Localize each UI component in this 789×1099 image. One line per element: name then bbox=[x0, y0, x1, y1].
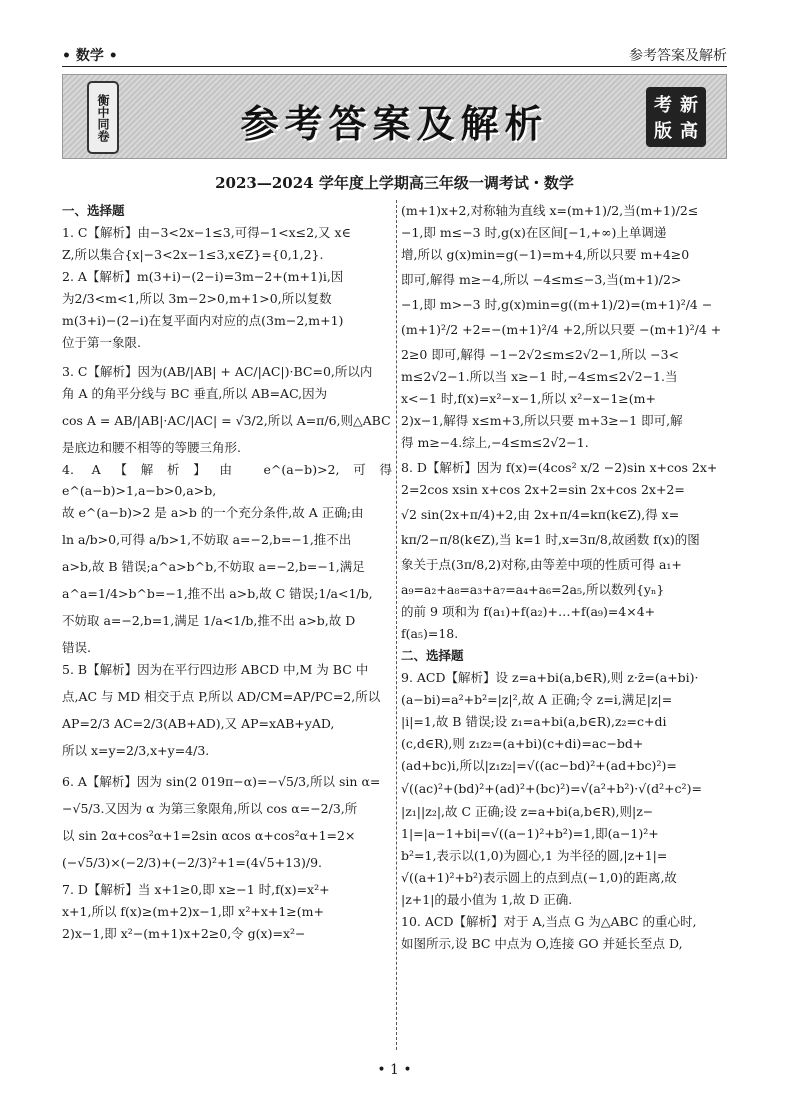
text-line: 4. A【解析】由 e^(a−b)>2,可得 e^(a−b)>1,a−b>0,a>b, bbox=[62, 462, 392, 498]
page-number: • 1 • bbox=[377, 1062, 412, 1078]
new-edition-badge bbox=[646, 87, 706, 147]
text-line: 错误. bbox=[62, 640, 91, 655]
text-line: √2 sin(2x+π/4)+2,由 2x+π/4=kπ(k∈Z),得 x= bbox=[401, 507, 680, 522]
section-heading: 二、选择题 bbox=[401, 648, 464, 663]
text-line: 不妨取 a=−2,b=1,满足 1/a<1/b,推不出 a>b,故 D bbox=[62, 613, 356, 628]
text-line: −√5/3.又因为 α 为第三象限角,所以 cos α=−2/3,所 bbox=[62, 801, 358, 816]
text-line: a>b,故 B 错误;a^a>b^b,不妨取 a=−2,b=−1,满足 bbox=[62, 559, 365, 574]
text-line: (c,d∈R),则 z₁z₂=(a+bi)(c+di)=ac−bd+ bbox=[401, 736, 644, 751]
text-line: cos A = AB/|AB|·AC/|AC| = √3/2,所以 A=π/6,则△ABC bbox=[62, 413, 391, 428]
text-line: 为2/3<m<1,所以 3m−2>0,m+1>0,所以复数 bbox=[62, 291, 332, 306]
text-line: √((a+1)²+b²)表示圆上的点到点(−1,0)的距离,故 bbox=[401, 870, 677, 885]
subject-label: • 数学 • bbox=[62, 48, 118, 64]
text-line: 点,AC 与 MD 相交于点 P,所以 AD/CM=AP/PC=2,所以 bbox=[62, 689, 381, 704]
text-line: 以 sin 2α+cos²α+1=2sin αcos α+cos²α+1=2× bbox=[62, 828, 356, 843]
text-line: m(3+i)−(2−i)在复平面内对应的点(3m−2,m+1) bbox=[62, 313, 344, 328]
text-line: a₉=a₂+a₈=a₃+a₇=a₄+a₆=2a₅,所以数列{yₙ} bbox=[401, 582, 665, 597]
text-line: m≤2√2−1.所以当 x≥−1 时,−4≤m≤2√2−1.当 bbox=[401, 369, 678, 384]
text-line: 的前 9 项和为 f(a₁)+f(a₂)+…+f(a₉)=4×4+ bbox=[401, 604, 656, 619]
text-line: |z+1|的最小值为 1,故 D 正确. bbox=[401, 892, 573, 907]
text-line: |i|=1,故 B 错误;设 z₁=a+bi(a,b∈R),z₂=c+di bbox=[401, 714, 667, 729]
exam-title: 2023—2024 学年度上学期高三年级一调考试・数学 bbox=[215, 174, 574, 192]
text-line: 10. ACD【解析】对于 A,当点 G 为△ABC 的重心时, bbox=[401, 914, 697, 929]
text-line: a^a=1/4>b^b=−1,推不出 a>b,故 C 错误;1/a<1/b, bbox=[62, 586, 373, 601]
text-line: b²=1,表示以(1,0)为圆心,1 为半径的圆,|z+1|= bbox=[401, 848, 668, 863]
text-line: 是底边和腰不相等的等腰三角形. bbox=[62, 440, 241, 455]
text-line: 6. A【解析】因为 sin(2 019π−α)=−√5/3,所以 sin α= bbox=[62, 774, 381, 789]
badge-char: 版 bbox=[654, 121, 672, 142]
text-line: f(a₅)=18. bbox=[401, 626, 459, 641]
banner-title: 参考答案及解析 bbox=[240, 102, 549, 146]
text-line: |z₁||z₂|,故 C 正确;设 z=a+bi(a,b∈R),则|z− bbox=[401, 804, 654, 819]
text-line: ln a/b>0,可得 a/b>1,不妨取 a=−2,b=−1,推不出 bbox=[62, 532, 352, 547]
title-banner bbox=[62, 74, 727, 159]
header-right-title: 参考答案及解析 bbox=[629, 48, 727, 64]
text-line: 7. D【解析】当 x+1≥0,即 x≥−1 时,f(x)=x²+ bbox=[62, 882, 330, 897]
text-line: (m+1)x+2,对称轴为直线 x=(m+1)/2,当(m+1)/2≤ bbox=[401, 203, 699, 218]
text-line: 即可,解得 m≥−4,所以 −4≤m≤−3,当(m+1)/2> bbox=[401, 272, 682, 287]
text-line: 1|=|a−1+bi|=√((a−1)²+b²)=1,即(a−1)²+ bbox=[401, 826, 659, 841]
text-line: x+1,所以 f(x)≥(m+2)x−1,即 x²+x+1≥(m+ bbox=[62, 904, 324, 919]
text-line: 增,所以 g(x)min=g(−1)=m+4,所以只要 m+4≥0 bbox=[401, 247, 690, 262]
text-line: 如图所示,设 BC 中点为 O,连接 GO 并延长至点 D, bbox=[401, 936, 683, 951]
text-line: 8. D【解析】因为 f(x)=(4cos² x/2 −2)sin x+cos 2x+ bbox=[401, 460, 718, 475]
text-line: 2≥0 即可,解得 −1−2√2≤m≤2√2−1,所以 −3< bbox=[401, 347, 680, 362]
text-line: −1,即 m>−3 时,g(x)min=g((m+1)/2)=(m+1)²/4 − bbox=[401, 297, 713, 312]
seal-logo bbox=[87, 81, 119, 154]
text-line: 2. A【解析】m(3+i)−(2−i)=3m−2+(m+1)i,因 bbox=[62, 269, 344, 284]
badge-char: 考 bbox=[654, 95, 672, 116]
text-line: kπ/2−π/8(k∈Z),当 k=1 时,x=3π/8,故函数 f(x)的图 bbox=[401, 532, 700, 547]
text-line: 2=2cos xsin x+cos 2x+2=sin 2x+cos 2x+2= bbox=[401, 482, 685, 497]
section-heading: 一、选择题 bbox=[62, 203, 125, 218]
badge-char: 新 bbox=[680, 95, 698, 116]
text-line: (ad+bc)i,所以|z₁z₂|=√((ac−bd)²+(ad+bc)²)= bbox=[401, 758, 677, 773]
text-line: 所以 x=y=2/3,x+y=4/3. bbox=[62, 743, 210, 758]
text-line: 故 e^(a−b)>2 是 a>b 的一个充分条件,故 A 正确;由 bbox=[62, 505, 364, 520]
text-line: Z,所以集合{x|−3<2x−1≤3,x∈Z}={0,1,2}. bbox=[62, 247, 324, 262]
text-line: 2)x−1,即 x²−(m+1)x+2≥0,令 g(x)=x²− bbox=[62, 926, 306, 941]
text-line: 3. C【解析】因为(AB/|AB| + AC/|AC|)·BC=0,所以内 bbox=[62, 364, 373, 379]
header-rule bbox=[62, 66, 727, 67]
right-column bbox=[401, 200, 730, 955]
badge-char: 高 bbox=[680, 121, 698, 142]
text-line: 2)x−1,解得 x≤m+3,所以只要 m+3≥−1 即可,解 bbox=[401, 413, 683, 428]
seal-text: 衡中同卷 bbox=[96, 93, 110, 142]
text-line: x<−1 时,f(x)=x²−x−1,所以 x²−x−1≥(m+ bbox=[401, 391, 656, 406]
page-header bbox=[62, 45, 727, 65]
text-line: 位于第一象限. bbox=[62, 335, 141, 350]
left-column bbox=[62, 200, 392, 945]
text-line: 5. B【解析】因为在平行四边形 ABCD 中,M 为 BC 中 bbox=[62, 662, 369, 677]
text-line: AP=2/3 AC=2/3(AB+AD),又 AP=xAB+yAD, bbox=[62, 716, 335, 731]
text-line: (m+1)²/2 +2=−(m+1)²/4 +2,所以只要 −(m+1)²/4 + bbox=[401, 322, 722, 337]
text-line: 9. ACD【解析】设 z=a+bi(a,b∈R),则 z·z̄=(a+bi)· bbox=[401, 670, 699, 685]
text-line: −1,即 m≤−3 时,g(x)在区间[−1,+∞)上单调递 bbox=[401, 225, 667, 240]
text-line: 1. C【解析】由−3<2x−1≤3,可得−1<x≤2,又 x∈ bbox=[62, 225, 351, 240]
text-line: (−√5/3)×(−2/3)+(−2/3)²+1=(4√5+13)/9. bbox=[62, 855, 322, 870]
text-line: 象关于点(3π/8,2)对称,由等差中项的性质可得 a₁+ bbox=[401, 557, 682, 572]
text-line: (a−bi)=a²+b²=|z|²,故 A 正确;令 z=i,满足|z|= bbox=[401, 692, 673, 707]
text-line: 得 m≥−4.综上,−4≤m≤2√2−1. bbox=[401, 435, 589, 450]
text-line: √((ac)²+(bd)²+(ad)²+(bc)²)=√(a²+b²)·√(d²+c²)= bbox=[401, 781, 702, 796]
column-divider bbox=[396, 200, 397, 1050]
text-line: 角 A 的角平分线与 BC 垂直,所以 AB=AC,因为 bbox=[62, 386, 328, 401]
